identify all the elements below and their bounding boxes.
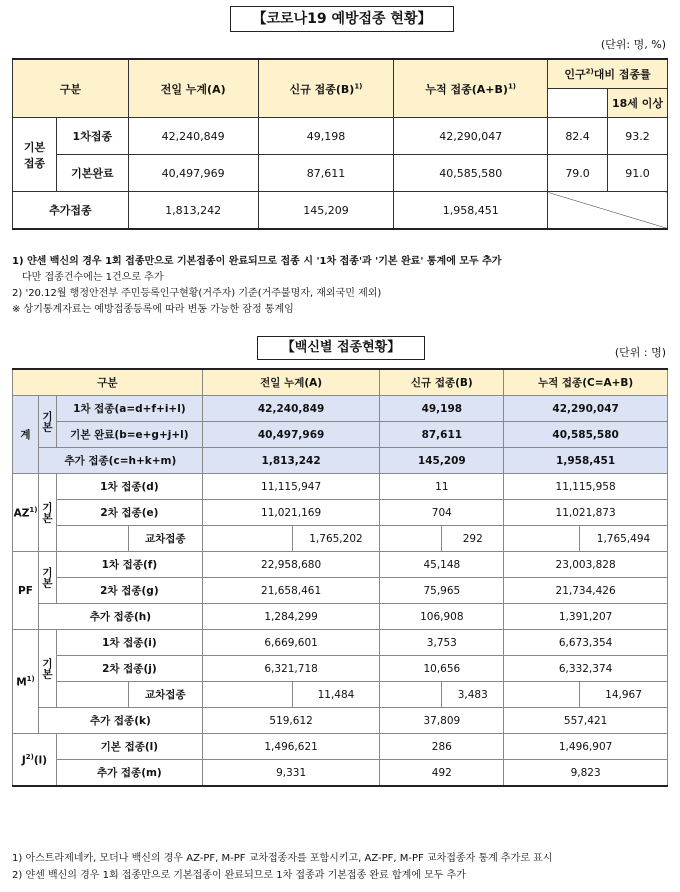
cell-prev: 40,497,969 [128, 155, 258, 192]
cell-prev: 42,240,849 [128, 118, 258, 155]
cell-new: 87,611 [258, 155, 394, 192]
cell-cum: 1,765,494 [580, 526, 668, 552]
cell-cum: 14,967 [580, 682, 668, 708]
cell-cum: 1,496,907 [504, 734, 668, 760]
header-category: 구분 [13, 59, 129, 118]
cell-prev: 40,497,969 [202, 422, 380, 448]
cell-new: 106,908 [380, 604, 504, 630]
cell-new: 87,611 [380, 422, 504, 448]
cell-cum: 42,290,047 [504, 396, 668, 422]
cell-prev: 1,813,242 [128, 192, 258, 230]
cell-new: 145,209 [380, 448, 504, 474]
row-label: 교차접종 [128, 682, 202, 708]
cell-prev: 22,958,680 [202, 552, 380, 578]
cell-cum: 21,734,426 [504, 578, 668, 604]
cell-new: 3,483 [442, 682, 504, 708]
group-basic-label: 기본 접종 [13, 118, 57, 192]
cell-new: 292 [442, 526, 504, 552]
table1-title: 【코로나19 예방접종 현황】 [230, 6, 454, 32]
cell-cum: 9,823 [504, 760, 668, 787]
cell-prev: 6,321,718 [202, 656, 380, 682]
az-label: AZ$^{1)}$ [13, 474, 39, 552]
row-label: 추가 접종(m) [56, 760, 202, 787]
cell-prev: 42,240,849 [202, 396, 380, 422]
note: 1) 얀센 백신의 경우 1회 접종만으로 기본접종이 완료되므로 접종 시 '1차 접종'과 '기본 완료' 통계에 모두 추가 [12, 256, 502, 267]
row-label: 1차 접종(i) [56, 630, 202, 656]
cell-new: 49,198 [258, 118, 394, 155]
cell-prev: 1,813,242 [202, 448, 380, 474]
header-category: 구분 [13, 369, 203, 396]
header-new: 신규 접종(B) [380, 369, 504, 396]
row-label: 2차 접종(e) [56, 500, 202, 526]
row-label: 추가접종 [13, 192, 129, 230]
row-label: 기본 완료(b=e+g+j+l) [56, 422, 202, 448]
cell-cum: 42,290,047 [394, 118, 548, 155]
cell-prev: 21,658,461 [202, 578, 380, 604]
row-label: 기본완료 [56, 155, 128, 192]
cell-new: 492 [380, 760, 504, 787]
cell-new: 37,809 [380, 708, 504, 734]
header-cum: 누적 접종$(A+B)^{1)}$ [394, 59, 548, 118]
cell-new: 11 [380, 474, 504, 500]
row-label: 교차접종 [128, 526, 202, 552]
cell-cum: 1,391,207 [504, 604, 668, 630]
cell-rate: 82.4 [548, 118, 608, 155]
cell-new: 10,656 [380, 656, 504, 682]
row-label: 추가 접종(k) [38, 708, 202, 734]
note: 2) '20.12월 행정안전부 주민등록인구현황(거주자) 기준(거주불명자, 재외국민 제외) [12, 288, 382, 299]
cell-cum: 40,585,580 [504, 422, 668, 448]
header-new: 신규 접종$(B)^{1)}$ [258, 59, 394, 118]
note: 2) 얀센 백신의 경우 1회 접종만으로 기본접종이 완료되므로 1차 접종과 기본접종 완료 합계에 모두 추가 [12, 870, 466, 881]
cell-new: 49,198 [380, 396, 504, 422]
row-label: 추가 접종(h) [38, 604, 202, 630]
row-label: 2차 접종(j) [56, 656, 202, 682]
cell-new: 704 [380, 500, 504, 526]
table2-notes [12, 850, 552, 884]
cell-rate: 79.0 [548, 155, 608, 192]
cell-cum: 11,115,958 [504, 474, 668, 500]
cell-prev: 1,284,299 [202, 604, 380, 630]
cell-new: 45,148 [380, 552, 504, 578]
note: ※ 상기통계자료는 예방접종등록에 따라 변동 가능한 잠정 통계임 [12, 304, 294, 315]
m-label: $M^{1)}$ [13, 630, 39, 734]
note: 다만 접종건수에는 1건으로 추가 [22, 272, 164, 283]
row-label: 1차 접종(f) [56, 552, 202, 578]
cell-prev: 11,484 [292, 682, 380, 708]
total-label: 계 [13, 396, 39, 474]
row-label: 추가 접종(c=h+k+m) [38, 448, 202, 474]
table1-notes [12, 254, 501, 318]
row-label: 1차접종 [56, 118, 128, 155]
cell-cum: 557,421 [504, 708, 668, 734]
cell-cum: 6,332,374 [504, 656, 668, 682]
cell-prev: 519,612 [202, 708, 380, 734]
pf-basic-label: 기본 [38, 552, 56, 604]
table1-unit: (단위: 명, %) [600, 38, 666, 51]
cell-prev: 1,765,202 [292, 526, 380, 552]
cell-prev: 1,496,621 [202, 734, 380, 760]
cell-prev: 11,115,947 [202, 474, 380, 500]
row-label: 2차 접종(g) [56, 578, 202, 604]
az-basic-label: 기본 [38, 474, 56, 552]
header-prev: 전일 누계(A) [202, 369, 380, 396]
row-label: 기본 접종(l) [56, 734, 202, 760]
header-rate: 인구$^{2)}$대비 접종률 [548, 59, 668, 89]
cell-rate18: 93.2 [608, 118, 668, 155]
cell-rate18: 91.0 [608, 155, 668, 192]
header-rate-blank [548, 89, 608, 118]
cell-new: 75,965 [380, 578, 504, 604]
cell-new: 145,209 [258, 192, 394, 230]
cell-cum: 6,673,354 [504, 630, 668, 656]
row-label: 1차 접종(d) [56, 474, 202, 500]
table2-unit: (단위 : 명) [614, 346, 666, 359]
pf-label: PF [13, 552, 39, 630]
vaccination-status-table [12, 58, 668, 230]
empty-diagonal-cell [548, 192, 668, 230]
note: 1) 아스트라제네카, 모더나 백신의 경우 AZ-PF, M-PF 교차접종자를 포함시키고, AZ-PF, M-PF 교차접종자 통계 추가로 표시 [12, 853, 553, 864]
cell-cum: 11,021,873 [504, 500, 668, 526]
header-cum: 누적 접종(C=A+B) [504, 369, 668, 396]
cell-prev: 6,669,601 [202, 630, 380, 656]
cell-cum: 40,585,580 [394, 155, 548, 192]
vaccine-type-table [12, 368, 668, 787]
cell-cum: 1,958,451 [394, 192, 548, 230]
header-age18: 18세 이상 [608, 89, 668, 118]
row-label: 1차 접종(a=d+f+i+l) [56, 396, 202, 422]
total-basic-label: 기본 [38, 396, 56, 448]
cell-prev: 11,021,169 [202, 500, 380, 526]
cell-cum: 1,958,451 [504, 448, 668, 474]
cell-new: 286 [380, 734, 504, 760]
table2-title: 【백신별 접종현황】 [257, 336, 425, 360]
cell-prev: 9,331 [202, 760, 380, 787]
header-prev: 전일 누계(A) [128, 59, 258, 118]
cell-cum: 23,003,828 [504, 552, 668, 578]
m-basic-label: 기본 [38, 630, 56, 708]
cell-new: 3,753 [380, 630, 504, 656]
j-label: $J^{2)}(l)$ [13, 734, 57, 787]
